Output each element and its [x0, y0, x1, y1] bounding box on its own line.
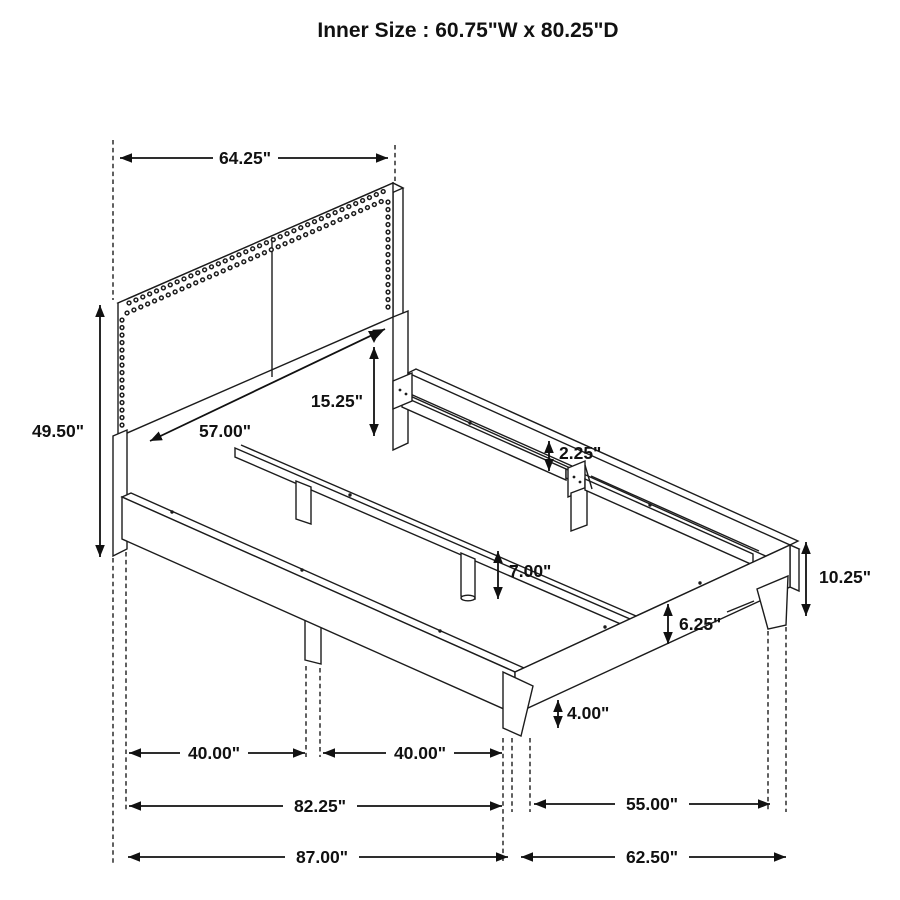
dim-label-frame-side-height: 10.25"	[819, 567, 872, 587]
dim-foot-end-span	[534, 794, 770, 814]
dim-overall-width	[521, 847, 786, 867]
footboard-rail	[515, 545, 790, 714]
dim-label-headboard-width: 64.25"	[218, 148, 272, 168]
headboard	[113, 183, 408, 556]
dim-label-foot-end-span: 55.00"	[625, 794, 679, 814]
dim-label-front-leg-span-foot: 40.00"	[393, 743, 447, 763]
dim-label-panel-to-rail-gap: 15.25"	[310, 391, 363, 411]
dim-headboard-height	[32, 305, 100, 557]
dim-headboard-width	[120, 148, 388, 168]
rail1-lip	[408, 393, 572, 466]
dim-overall-length	[128, 847, 508, 867]
dim-label-footboard-rail-height: 6.25"	[679, 614, 722, 634]
dim-label-headboard-height: 49.50"	[31, 421, 85, 441]
rail0-center-leg	[461, 553, 475, 599]
rail1b-lip	[591, 476, 759, 551]
rail0-head-leg	[296, 481, 311, 524]
dim-foot-leg-height	[558, 700, 609, 728]
dim-head-to-foot-leg-span	[129, 796, 502, 816]
dim-label-headboard-inner-width: 57.00"	[198, 421, 252, 441]
far-side-rail	[408, 369, 798, 567]
dim-label-overall-length: 87.00"	[295, 847, 349, 867]
bolt-dots	[170, 421, 701, 632]
dim-label-center-leg-height: 7.00"	[509, 561, 552, 581]
dim-front-leg-span-foot	[323, 743, 502, 763]
dim-label-head-to-foot-leg-span: 82.25"	[293, 796, 347, 816]
page-title: Inner Size : 60.75"W x 80.25"D	[317, 19, 619, 42]
dim-label-overall-width: 62.50"	[625, 847, 679, 867]
dim-label-support-rail-thickness: 2.25"	[559, 443, 602, 463]
dim-front-leg-span-head	[129, 743, 305, 763]
center-bracket-leg	[571, 487, 587, 531]
dim-label-front-leg-span-head: 40.00"	[187, 743, 241, 763]
dim-frame-side-height	[806, 542, 871, 616]
near-side-rail	[122, 497, 515, 714]
dim-label-foot-leg-height: 4.00"	[567, 703, 610, 723]
